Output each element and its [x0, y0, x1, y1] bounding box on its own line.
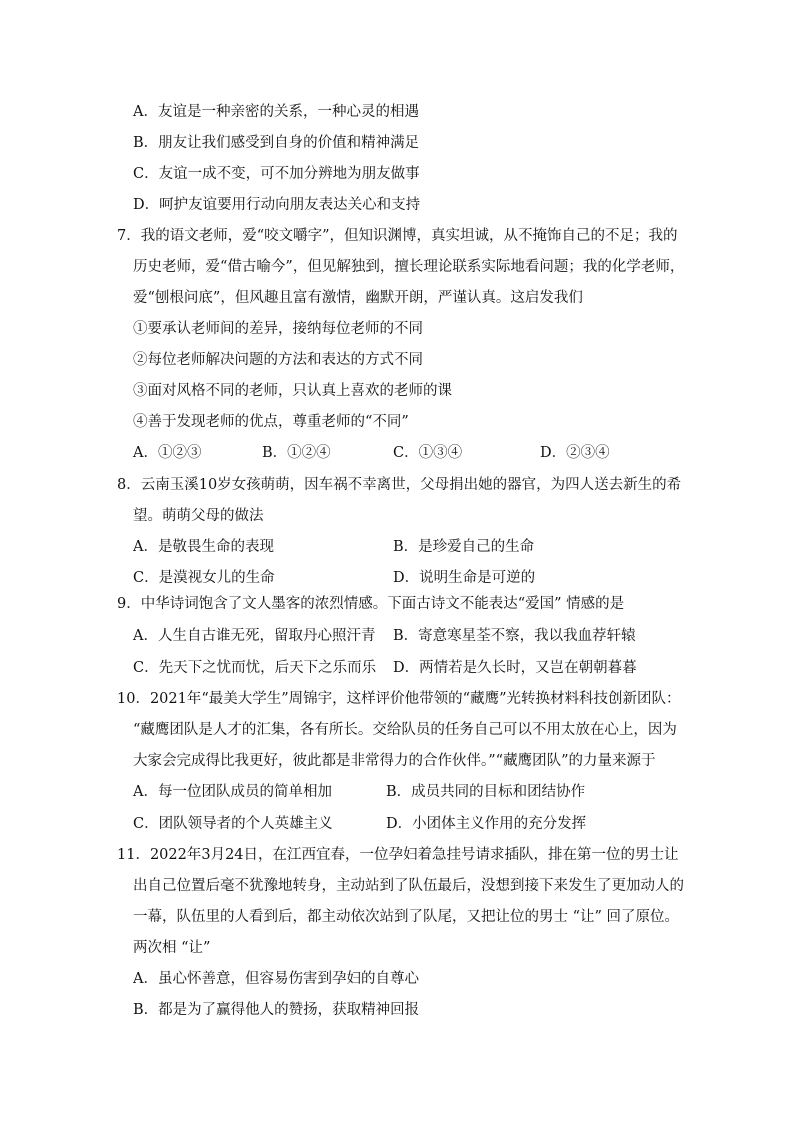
q11-option-a: A．虽心怀善意，但容易伤害到孕妇的自尊心 [133, 971, 419, 987]
q9-option-b: B．寄意寒星荃不察，我以我血荐轩辕 [393, 628, 636, 644]
q7-option-a: A．①②③ [133, 445, 202, 461]
q10-option-b: B．成员共同的目标和团结协作 [386, 784, 586, 800]
q6-option-a: A．友谊是一种亲密的关系，一种心灵的相遇 [133, 104, 419, 120]
q7-stem-line-3: 爱“刨根问底”，但风趣且富有激情，幽默开朗，严谨认真。这启发我们 [133, 290, 583, 306]
q11-stem-line-2: 出自己位置后毫不犹豫地转身，主动站到了队伍最后，没想到接下来发生了更加动人的 [133, 878, 684, 894]
q9-option-c: C．先天下之忧而忧，后天下之乐而乐 [133, 660, 377, 676]
q6-option-c: C．友谊一成不变，可不加分辨地为朋友做事 [133, 166, 420, 182]
q11-stem-line-3: 一幕，队伍里的人看到后，都主动依次站到了队尾，又把让位的男士 “让” 回了原位。 [133, 909, 680, 925]
q10-stem-line-1: 10．2021年“最美大学生”周锦宇，这样评价他带领的“藏鹰”光转换材料科技创新团队： [117, 691, 681, 707]
q10-stem-line-2: “藏鹰团队是人才的汇集，各有所长。交给队员的任务自己可以不用太放在心上，因为 [133, 722, 677, 738]
q8-option-d: D．说明生命是可逆的 [393, 570, 536, 586]
q6-option-b: B．朋友让我们感受到自身的价值和精神满足 [133, 135, 420, 151]
q7-statement-1: ①要承认老师间的差异，接纳每位老师的不同 [133, 321, 423, 337]
q8-stem-line-2: 望。萌萌父母的做法 [133, 508, 264, 524]
q6-option-d: D．呵护友谊要用行动向朋友表达关心和支持 [133, 197, 421, 213]
q9-stem: 9．中华诗词饱含了文人墨客的浓烈情感。下面古诗文不能表达“爱国” 情感的是 [117, 596, 625, 612]
q7-option-b: B．①②④ [262, 445, 331, 461]
q7-option-c: C．①③④ [393, 445, 463, 461]
q11-stem-line-4: 两次相 “让” [133, 940, 211, 956]
q10-option-a: A．每一位团队成员的简单相加 [133, 784, 332, 800]
q7-option-d: D．②③④ [540, 445, 610, 461]
q7-statement-2: ②每位老师解决问题的方法和表达的方式不同 [133, 352, 423, 368]
q10-option-c: C．团队领导者的个人英雄主义 [133, 816, 333, 832]
q10-stem-line-3: 大家会完成得比我更好，彼此都是非常得力的合作伙伴。”“藏鹰团队”的力量来源于 [133, 753, 656, 769]
q8-option-c: C．是漠视女儿的生命 [133, 570, 275, 586]
q11-stem-line-1: 11．2022年3月24日，在江西宜春，一位孕妇着急挂号请求插队，排在第一位的男士让 [117, 847, 679, 863]
q7-stem-line-2: 历史老师，爱“借古喻今”，但见解独到，擅长理论联系实际地看问题；我的化学老师， [133, 259, 685, 275]
q9-option-d: D．两情若是久长时，又岂在朝朝暮暮 [393, 660, 637, 676]
q8-option-b: B．是珍爱自己的生命 [393, 539, 535, 555]
q8-option-a: A．是敬畏生命的表现 [133, 539, 274, 555]
q7-statement-4: ④善于发现老师的优点，尊重老师的“不同” [133, 414, 409, 430]
q7-statement-3: ③面对风格不同的老师，只认真上喜欢的老师的课 [133, 383, 452, 399]
q9-option-a: A．人生自古谁无死，留取丹心照汗青 [133, 628, 376, 644]
q11-option-b: B．都是为了赢得他人的赞扬，获取精神回报 [133, 1002, 420, 1018]
q7-stem-line-1: 7．我的语文老师，爱“咬文嚼字”，但知识渊博，真实坦诚，从不掩饰自己的不足；我的 [117, 228, 678, 244]
q10-option-d: D．小团体主义作用的充分发挥 [386, 816, 587, 832]
q8-stem-line-1: 8．云南玉溪10岁女孩萌萌，因车祸不幸离世，父母捐出她的器官，为四人送去新生的希 [117, 477, 682, 493]
